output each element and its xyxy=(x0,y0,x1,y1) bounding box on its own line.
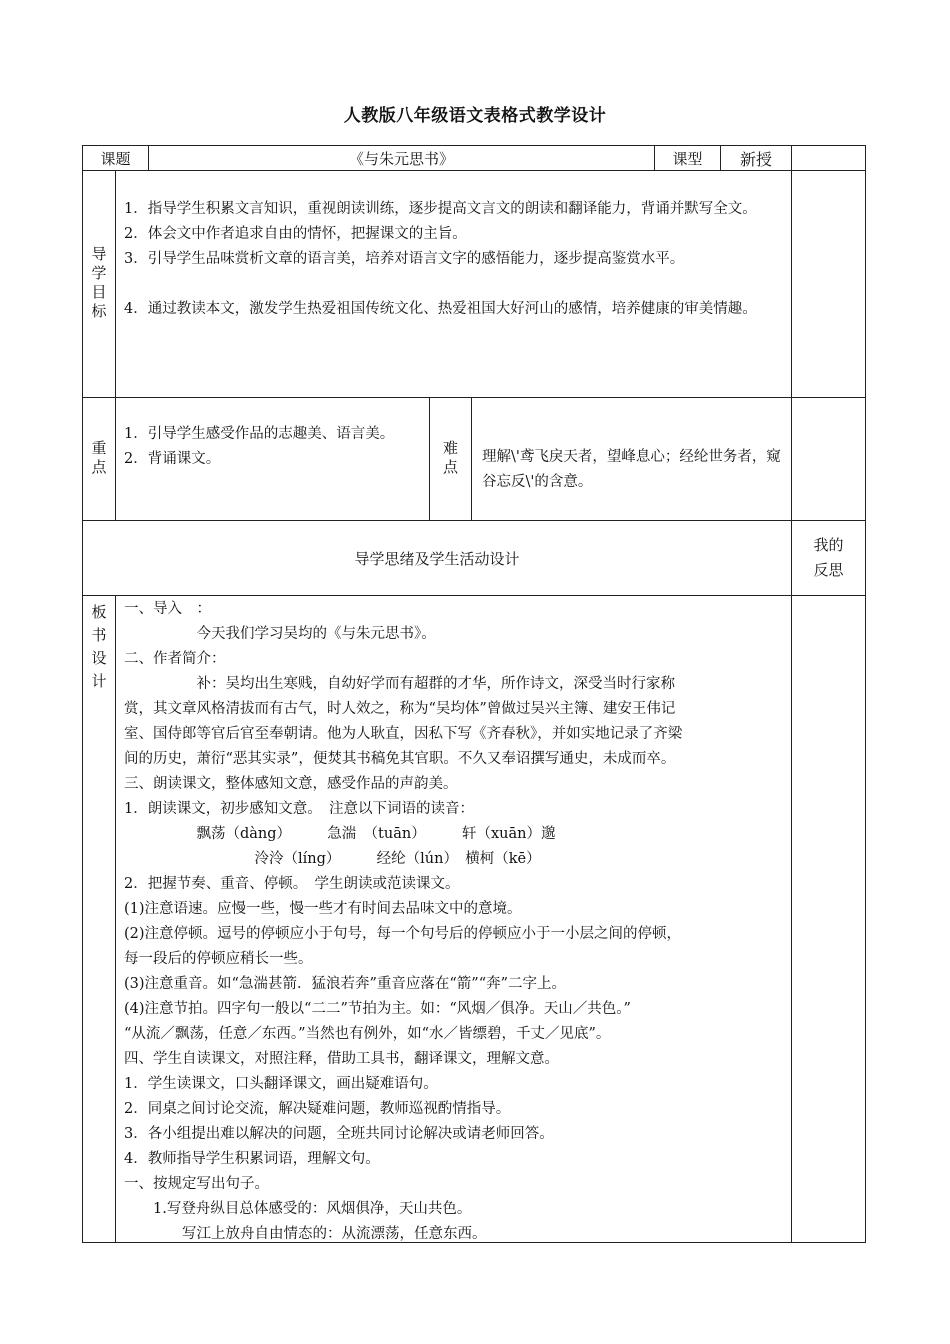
goal-item: 4．通过教读本文，激发学生热爱祖国传统文化、热爱祖国大好河山的感情，培养健康的审美情趣。 xyxy=(124,301,757,317)
board-line: (1)注意语速。应慢一些，慢一些才有时间去品味文中的意境。 xyxy=(124,901,522,917)
type-empty-cell xyxy=(791,145,866,171)
document-title: 人教版八年级语文表格式教学设计 xyxy=(343,106,607,126)
keypoints-label-cell xyxy=(82,397,116,521)
lesson-label-cell xyxy=(82,145,149,171)
lesson-value: 《与朱元思书》 xyxy=(348,149,454,168)
board-line: 今天我们学习吴均的《与朱元思书》。 xyxy=(124,626,436,642)
reflection-label: 我的反思 xyxy=(813,536,844,579)
goals-label-cell xyxy=(82,170,116,398)
keypoints-label: 重点 xyxy=(89,440,108,478)
keypoint-item: 1．引导学生感受作品的志趣美、语言美。 xyxy=(124,426,395,442)
design-header-title: 导学思绪及学生活动设计 xyxy=(354,549,520,568)
type-label: 课型 xyxy=(672,149,703,168)
board-line: 4．教师指导学生积累词语，理解文句。 xyxy=(124,1151,380,1167)
lesson-value-cell xyxy=(148,145,655,171)
difficulty-label-cell xyxy=(429,397,472,521)
board-empty-cell xyxy=(791,595,866,1243)
difficulty-text: 理解\'鸢飞戾天者，望峰息心；经纶世务者，窥谷忘反\'的含意。 xyxy=(482,449,781,490)
board-line: 二、作者简介： xyxy=(124,651,226,667)
board-line: (2)注意停顿。逗号的停顿应小于句号，每一个句号后的停顿应小于一小层之间的停顿， xyxy=(124,926,682,942)
board-line: 1.写登舟纵目总体感受的：风烟俱净，天山共色。 xyxy=(124,1201,472,1217)
board-line: 一、导入 ： xyxy=(124,601,211,617)
board-line: 每一段后的停顿应稍长一些。 xyxy=(124,951,313,967)
board-line: 1．朗读课文，初步感知文意。 注意以下词语的读音： xyxy=(124,801,474,817)
type-label-cell xyxy=(654,145,721,171)
goal-item: 2．体会文中作者追求自由的情怀，把握课文的主旨。 xyxy=(124,226,467,242)
goals-label: 导学目标 xyxy=(89,246,108,322)
design-header-cell xyxy=(82,520,792,596)
board-line: 3．各小组提出难以解决的问题，全班共同讨论解决或请老师回答。 xyxy=(124,1126,554,1142)
board-line: (3)注意重音。如“急湍甚箭．猛浪若奔”重音应落在“箭”“奔”二字上。 xyxy=(124,976,567,992)
type-value: 新授 xyxy=(739,149,772,169)
board-line: 写江上放舟自由情态的：从流漂荡，任意东西。 xyxy=(124,1226,487,1242)
goal-item: 1．指导学生积累文言知识，重视朗读训练，逐步提高文言文的朗读和翻译能力，背诵并默写全文。 xyxy=(124,201,757,217)
board-line: 室、国侍郎等官后官至奉朝请。他为人耿直，因私下写《齐春秋》，并如实地记录了齐梁 xyxy=(124,726,683,742)
board-line: 1．学生读课文，口头翻译课文，画出疑难语句。 xyxy=(124,1076,438,1092)
board-line: 赏，其文章风格清拔而有古气，时人效之，称为“吴均体”曾做过吴兴主簿、建安王伟记 xyxy=(124,701,676,717)
difficulty-content-cell xyxy=(471,397,792,521)
keypoint-item: 2．背诵课文。 xyxy=(124,451,221,467)
goals-content-cell xyxy=(115,170,792,398)
difficulty-label: 难点 xyxy=(441,440,459,478)
board-line: 一、按规定写出句子。 xyxy=(124,1176,269,1192)
lesson-label: 课题 xyxy=(100,149,131,168)
board-label-cell xyxy=(82,595,116,1243)
keypoints-empty-cell xyxy=(791,397,866,521)
board-line: 三、朗读课文，整体感知文意，感受作品的声韵美。 xyxy=(124,776,458,792)
reflection-label-cell xyxy=(791,520,866,596)
board-line: 泠泠（líng） 经纶（lún） 横柯（kē） xyxy=(124,851,541,867)
type-value-cell xyxy=(720,145,792,171)
board-line: “从流／飘荡，任意／东西。”当然也有例外，如“水／皆缥碧，千丈／见底”。 xyxy=(124,1026,611,1042)
board-line: 间的历史，萧衍“恶其实录”，便焚其书稿免其官职。不久又奉诏撰写通史，未成而卒。 xyxy=(124,751,676,767)
board-line: 2．同桌之间讨论交流，解决疑难问题，教师巡视酌情指导。 xyxy=(124,1101,511,1117)
keypoints-content-cell xyxy=(115,397,430,521)
board-line: 飘荡（dàng） 急湍 （tuān） 轩（xuān）邈 xyxy=(124,826,556,842)
board-label: 板书设计 xyxy=(89,604,108,696)
board-line: 补：吴均出生寒贱，自幼好学而有超群的才华，所作诗文，深受当时行家称 xyxy=(124,676,675,692)
goal-item: 3．引导学生品味赏析文章的语言美，培养对语言文字的感悟能力，逐步提高鉴赏水平。 xyxy=(124,251,685,267)
board-line: 四、学生自读课文，对照注释，借助工具书，翻译课文，理解文意。 xyxy=(124,1051,559,1067)
board-line: 2．把握节奏、重音、停顿。 学生朗读或范读课文。 xyxy=(124,876,460,892)
board-line: (4)注意节拍。四字句一般以“二二”节拍为主。如：“风烟／俱净。天山／共色。” xyxy=(124,1001,631,1017)
board-content-cell xyxy=(115,595,792,1243)
goals-empty-cell xyxy=(791,170,866,398)
